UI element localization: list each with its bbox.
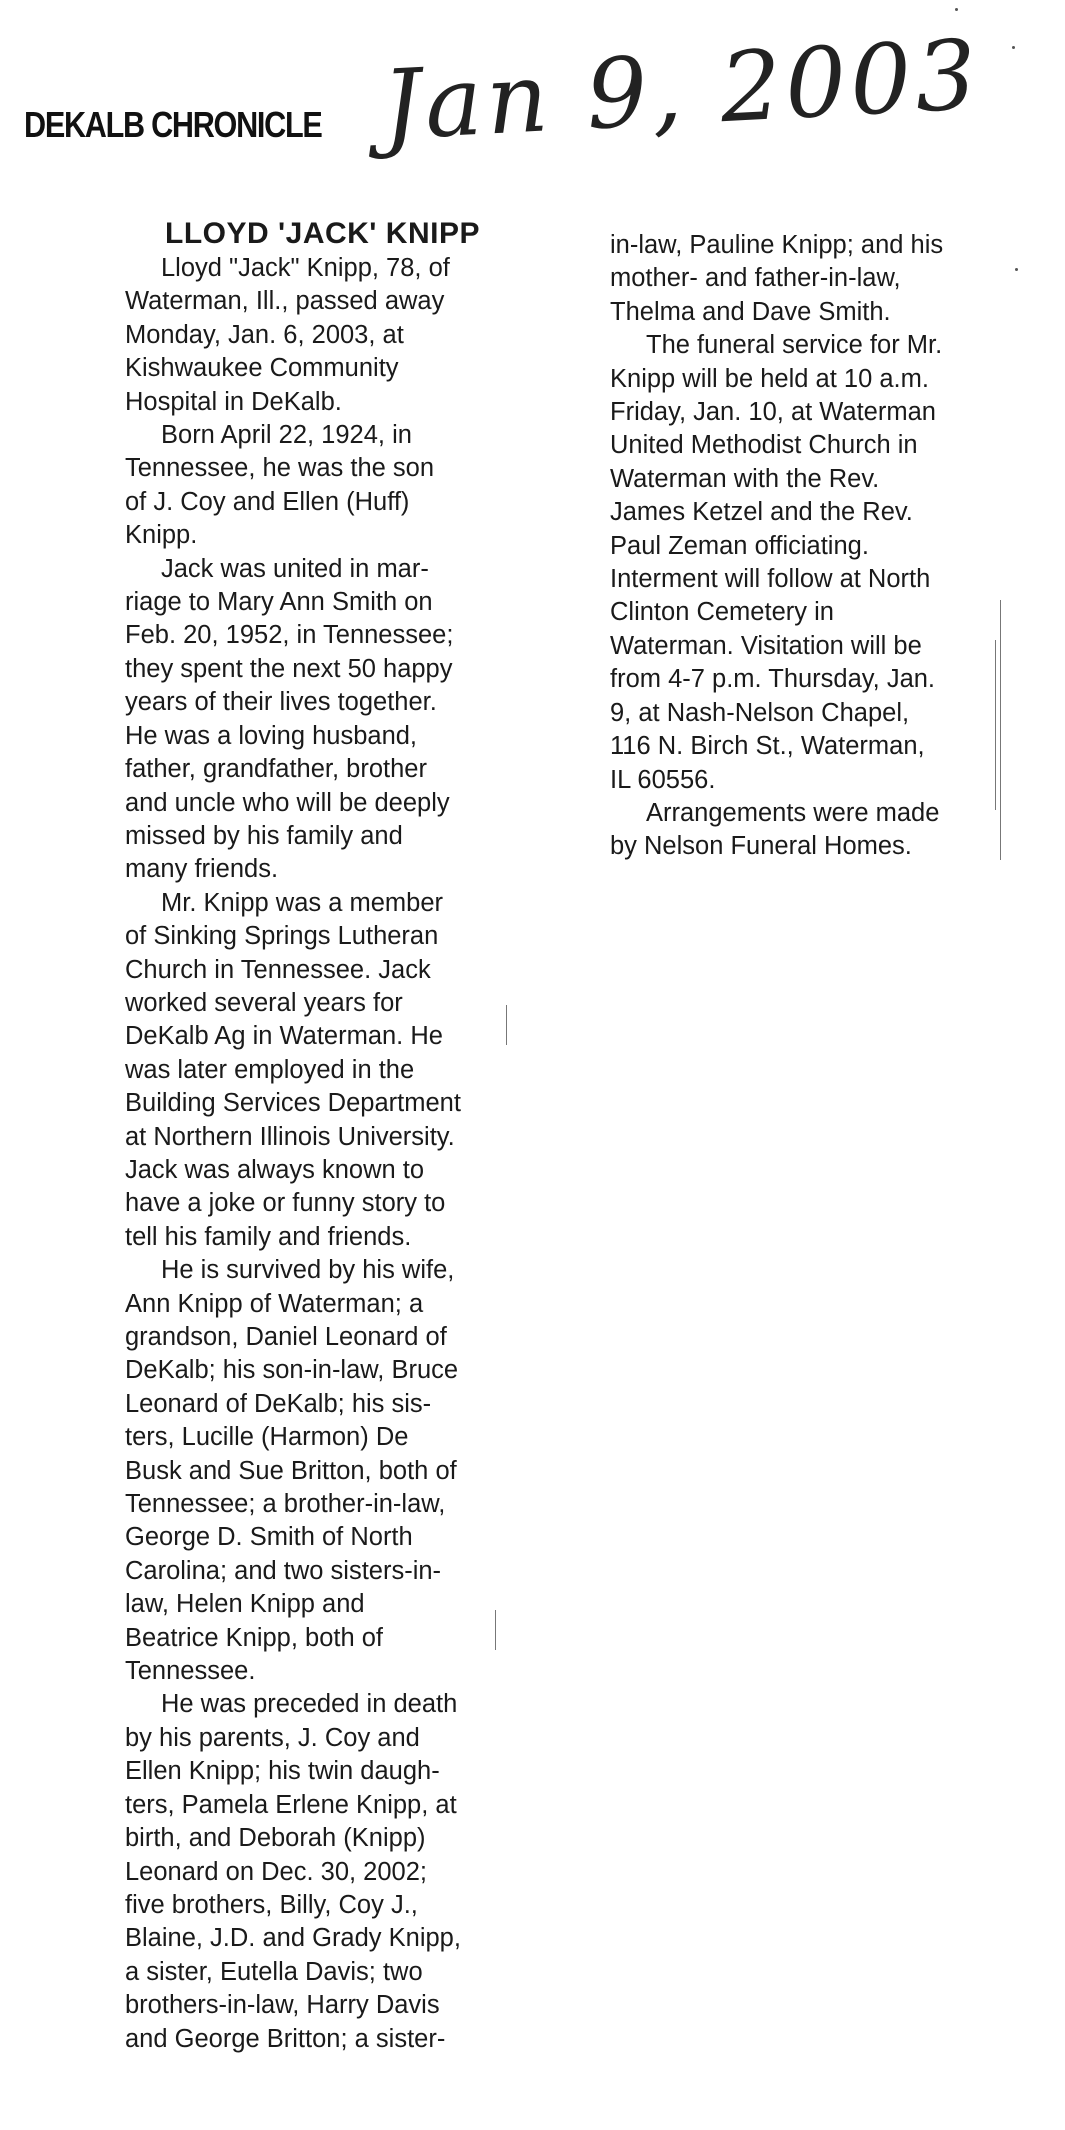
paragraph: Lloyd "Jack" Knipp, 78, of Waterman, Ill., passed away Monday, Jan. 6, 2003, at Kishwaukee Community Hospital in DeKalb. bbox=[125, 254, 450, 416]
paragraph: Jack was united in mar- riage to Mary Ann Smith on Feb. 20, 1952, in Tennessee; they spent the next 50 happy years of their lives together. He was a loving husband, father, grandfather, brother and uncle who will be deeply missed by his family and many friends. bbox=[125, 554, 454, 884]
scan-speck bbox=[955, 8, 958, 11]
left-column bbox=[125, 252, 510, 2056]
scan-speck bbox=[1012, 46, 1015, 49]
column-divider bbox=[1000, 600, 1001, 860]
paragraph: He is survived by his wife, Ann Knipp of Waterman; a grandson, Daniel Leonard of DeKalb; his son-in-law, Bruce Leonard of DeKalb; his sis- ters, Lucille (Harmon) De Busk and Sue Britton, both of Tennessee; a brother-in-law, George D. Smith of North Carolina; and two sisters-in- law, Helen Knipp and Beatrice Knipp, both of Tennessee. bbox=[125, 1256, 459, 1686]
paragraph: Born April 22, 1924, in Tennessee, he was the son of J. Coy and Ellen (Huff) Knipp. bbox=[125, 421, 435, 550]
paragraph: Arrangements were made by Nelson Funeral Homes. bbox=[610, 798, 940, 861]
paragraph: in-law, Pauline Knipp; and his mother- and father-in-law, Thelma and Dave Smith. bbox=[610, 231, 944, 326]
paragraph: He was preceded in death by his parents, J. Coy and Ellen Knipp; his twin daugh- ters, Pamela Erlene Knipp, at birth, and Deborah (Knipp) Leonard on Dec. 30, 2002; five brothers, Billy, Coy J., Blaine, J.D. and Grady Knipp, a sister, Eutella Davis; two brothers-in-law, Harry Davis and George Britton; a sister- bbox=[125, 1690, 461, 2053]
right-column bbox=[610, 229, 1020, 864]
newspaper-masthead: DEKALB CHRONICLE bbox=[24, 104, 322, 145]
paragraph: The funeral service for Mr. Knipp will be held at 10 a.m. Friday, Jan. 10, at Waterman United Methodist Church in Waterman with the Rev. James Ketzel and the Rev. Paul Zeman officiating. Interment will follow at North Clinton Cemetery in Waterman. Visitation will be from 4-7 p.m. Thursday, Jan. 9, at Nash-Nelson Chapel, 116 N. Birch St., Waterman, IL 60556. bbox=[610, 331, 943, 794]
column-divider bbox=[506, 1005, 507, 1045]
column-divider bbox=[495, 1610, 496, 1650]
scan-speck bbox=[1015, 268, 1018, 271]
obituary-headline: LLOYD 'JACK' KNIPP bbox=[165, 217, 480, 250]
column-divider bbox=[995, 640, 996, 810]
handwritten-date: Jan 9, 2003 bbox=[379, 18, 984, 162]
paragraph: Mr. Knipp was a member of Sinking Springs Lutheran Church in Tennessee. Jack worked several years for DeKalb Ag in Waterman. He was later employed in the Building Services Department at Northern Illinois University. Jack was always known to have a joke or funny story to tell his family and friends. bbox=[125, 888, 461, 1251]
